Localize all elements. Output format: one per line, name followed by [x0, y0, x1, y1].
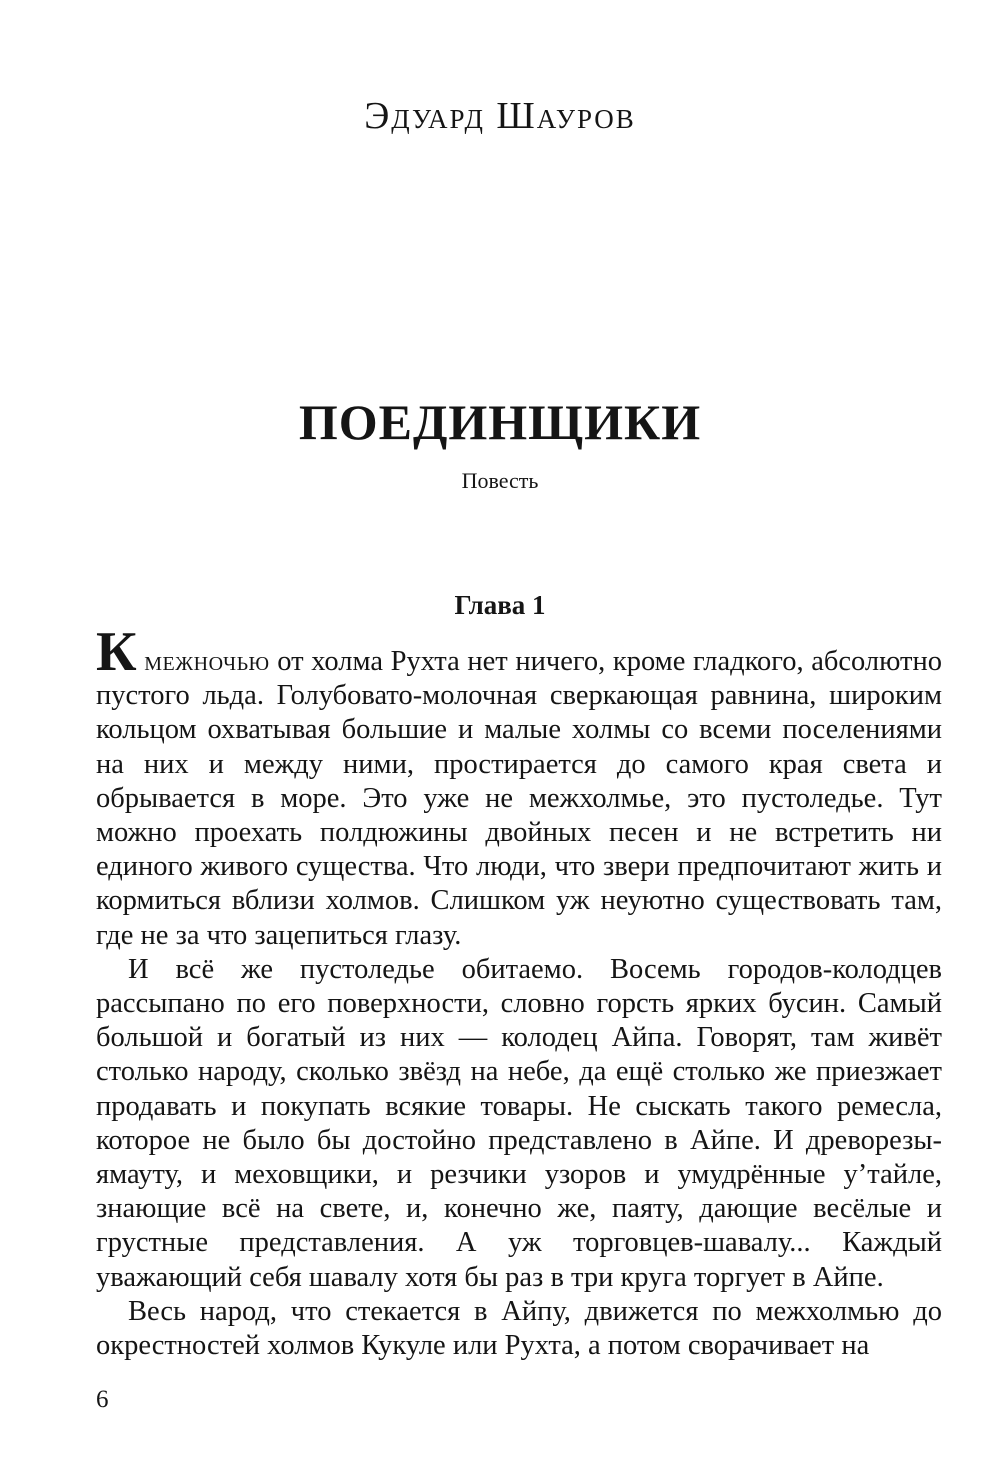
paragraph-3: Весь народ, что стекается в Айпу, движется по межхолмью до окрестностей холмов Кукуле или Рухта, а потом сворачивает на	[96, 1295, 942, 1362]
lead-in-word: межночью	[144, 646, 270, 677]
drop-cap: К	[96, 621, 137, 683]
story-title: ПОЕДИНЩИКИ	[298, 394, 702, 450]
author-name: Эдуард Шауров	[364, 95, 636, 137]
paragraph-2: И всё же пустоледье обитаемо. Восемь городов-колодцев рассыпано по его поверхности, словно горсть ярких бусин. Самый большой и богатый из них — колодец Айпа. Говорят, там живёт столько народу, сколько звёзд на небе, да ещё столько же приезжает продавать и покупать всякие товары. Не сыскать такого ремесла, которое не было бы достойно представлено в Айпе. И древорезы-ямауту, и меховщики, и резчики узоров и умудрённые у’тайле, знающие всё на свете, и, конечно же, паяту, дающие весёлые и грустные представления. А уж торговцев-шавалу... Каждый уважающий себя шавалу хотя бы раз в три круга торгует в Айпе.	[96, 953, 942, 1293]
body-text	[96, 621, 943, 1363]
paragraph-1-text: от холма Рухта нет ничего, кроме гладкого, абсолютно пустого льда. Голубовато-молочная сверкающая равнина, широким кольцом охватывая большие и малые холмы со всеми поселениями на них и между ними, простирается до самого края света и обрывается в море. Это уже не межхолмье, это пустоледье. Тут можно проехать полдюжины двойных песен и не встретить ни единого живого существа. Что люди, что звери предпочитают жить и кормиться вблизи холмов. Слишком уж неуютно существовать там, где не за что зацепиться глазу.	[96, 646, 943, 951]
paragraph-1	[96, 621, 943, 953]
story-subtitle: Повесть	[461, 468, 539, 493]
chapter-heading: Глава 1	[454, 590, 546, 620]
page-number: 6	[96, 1386, 109, 1413]
